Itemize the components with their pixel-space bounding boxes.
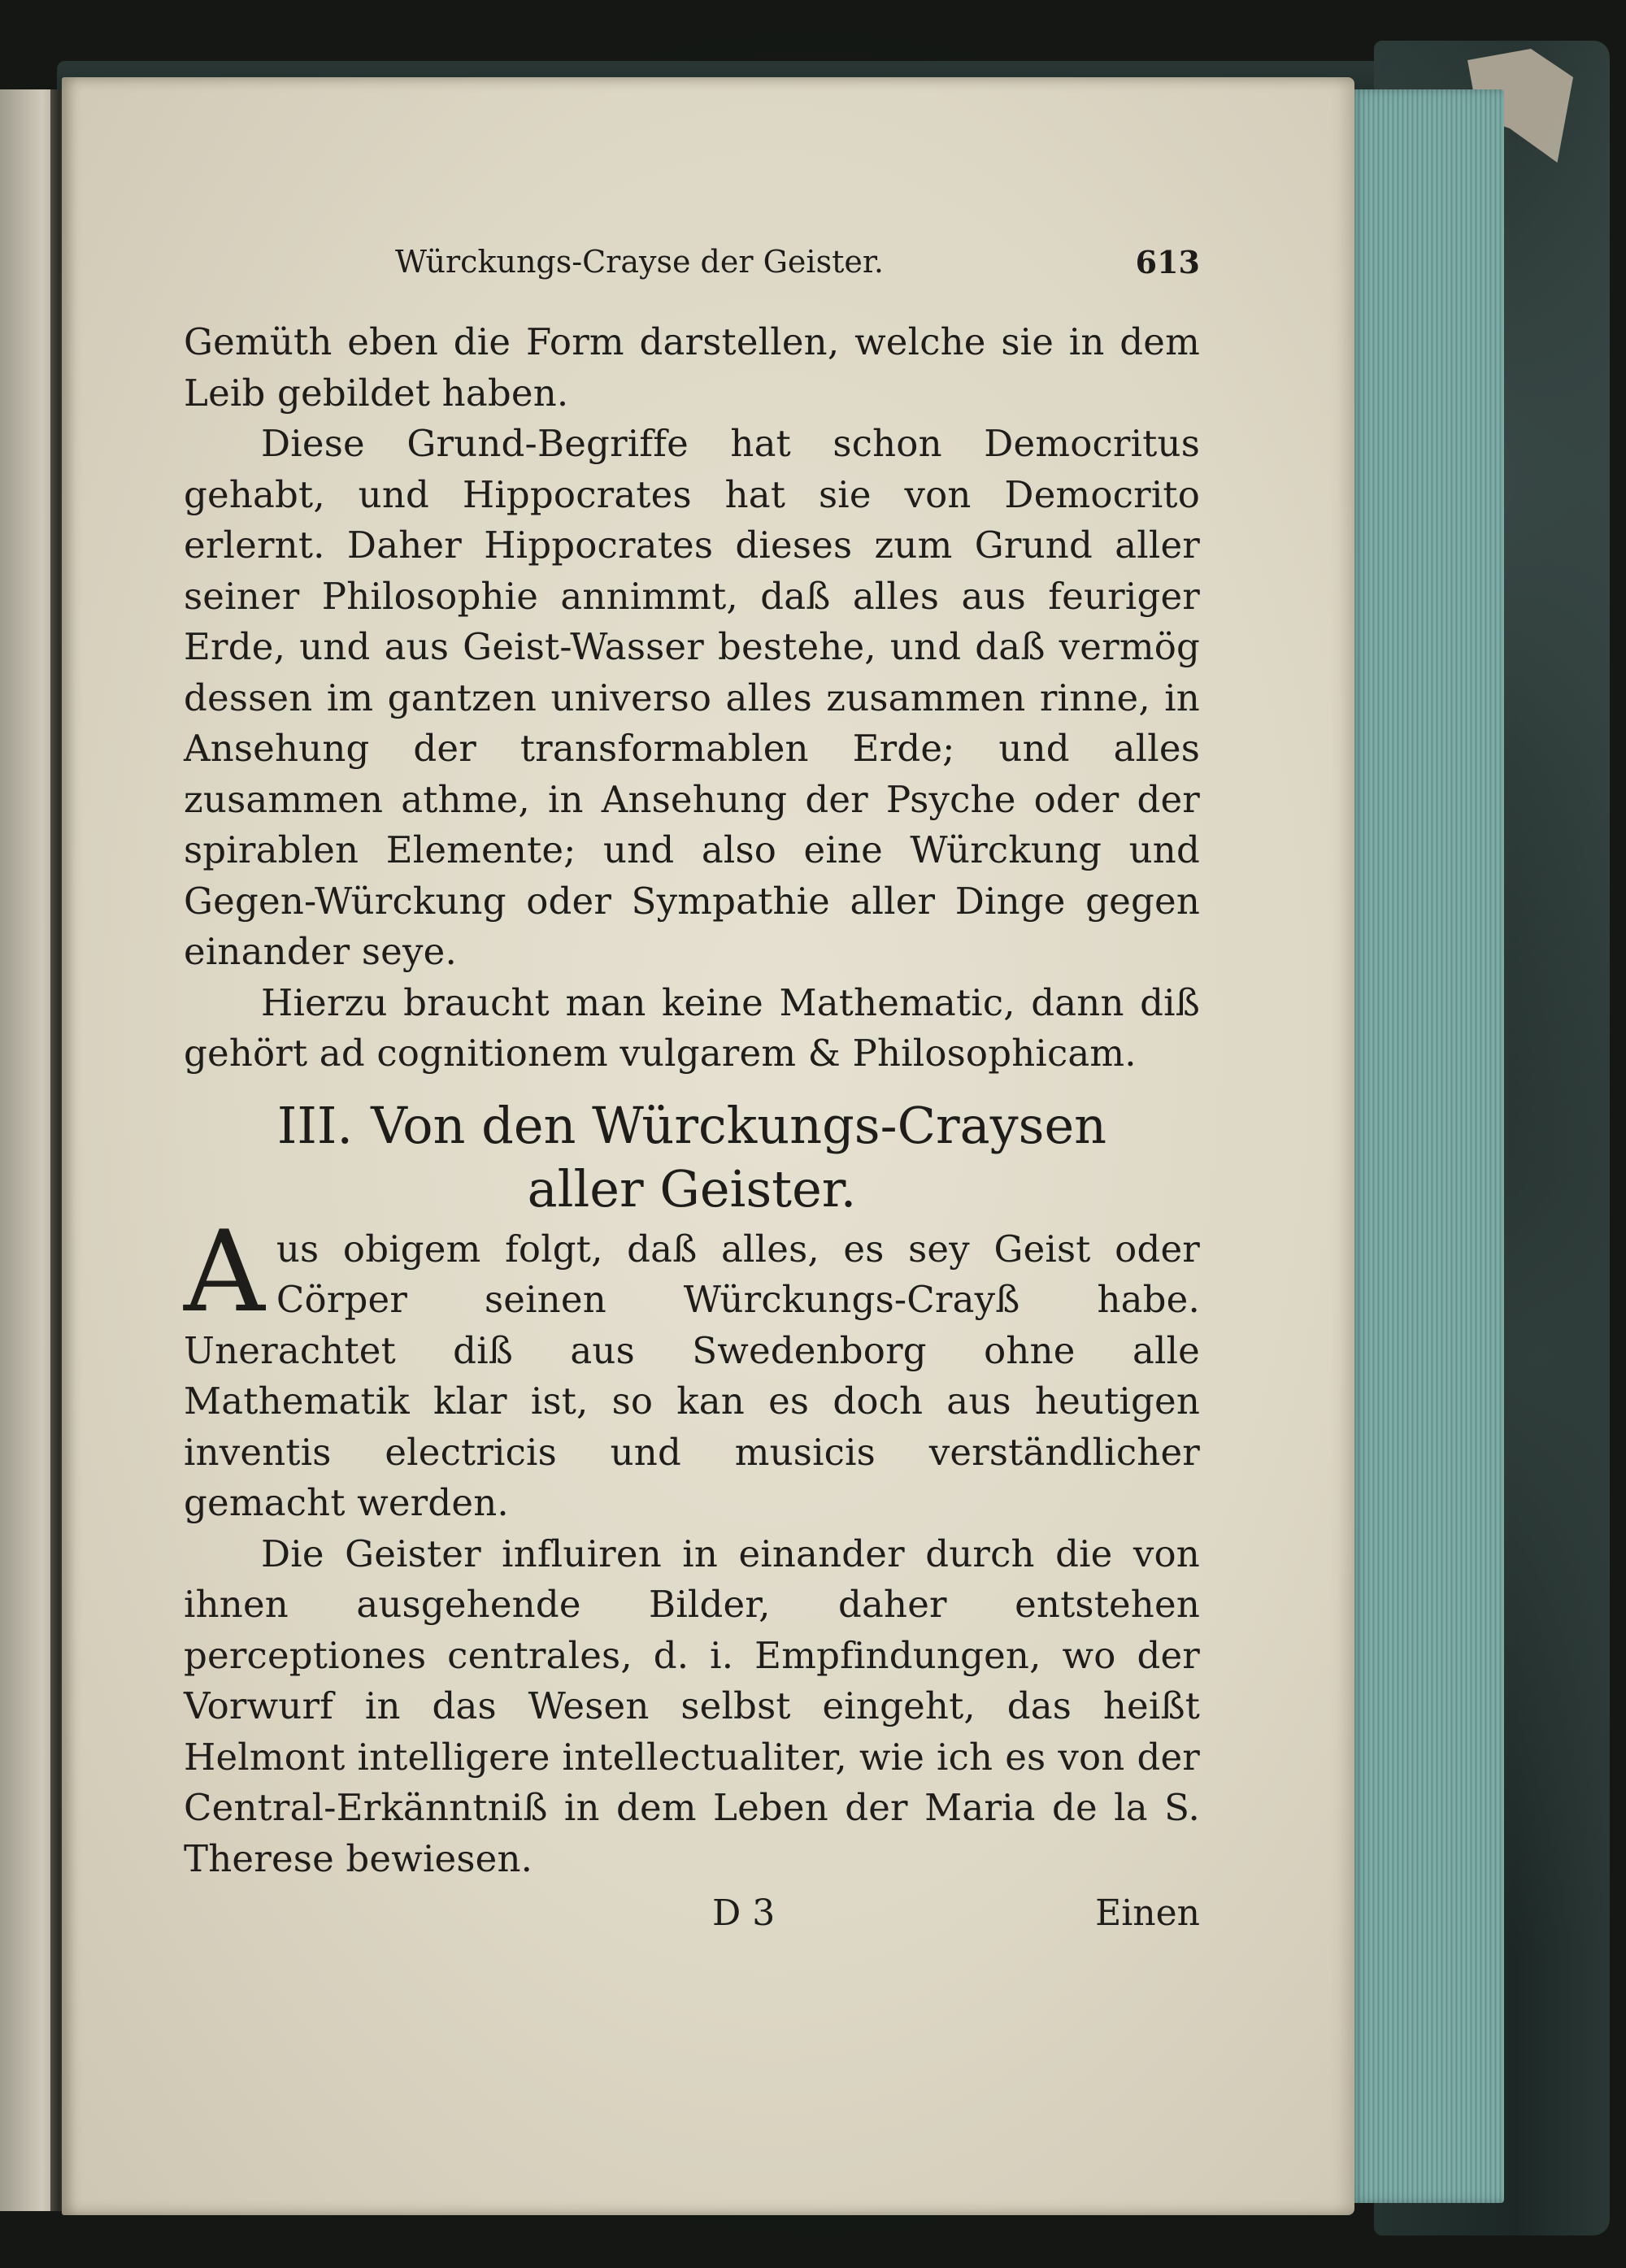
- section-heading-line2: aller Geister.: [527, 1158, 857, 1219]
- drop-cap: A: [184, 1206, 265, 1337]
- text-block: [184, 244, 1200, 1949]
- paragraph-initial: [184, 1206, 1200, 1529]
- section-title-part1: Von den Würckungs-Craysen: [371, 1095, 1107, 1155]
- catchword: Einen: [1095, 1892, 1200, 1934]
- paragraph-mathematic: Hierzu braucht man keine Mathematic, dann diß gehört ad cognitionem vulgarem & Philosophicam.: [184, 980, 1200, 1075]
- section-number: III.: [276, 1095, 354, 1155]
- right-page: [62, 77, 1354, 2215]
- paragraph-continuation: Gemüth eben die Form darstellen, welche sie in dem Leib gebildet haben.: [184, 320, 1200, 415]
- section-heading-line1: [184, 1094, 1200, 1158]
- page-block-edges: [1350, 89, 1504, 2203]
- running-head: [184, 244, 1200, 317]
- paragraph-initial-text: us obigem folgt, daß alles, es sey Geist oder Cörper seinen Würckungs-Crayß habe. Unerachtet diß aus Swedenborg ohne alle Mathematik klar ist, so kan es doch aus heutigen inventis electricis und musicis verständlicher gemacht werden.: [184, 1227, 1200, 1524]
- paragraph-geister: Die Geister influiren in einander durch die von ihnen ausgehende Bilder, daher entstehen perceptiones centrales, d. i. Empfindungen, wo der Vorwurf in das Wesen selbst eingeht, das heißt Helmont intelligere intellectualiter, wie ich es von der Central-Erkänntniß in dem Leben der Maria de la S. Therese bewiesen.: [184, 1532, 1200, 1880]
- page-footer: [184, 1892, 1200, 1949]
- running-title: Würckungs-Crayse der Geister.: [395, 244, 884, 280]
- section-heading: [184, 1094, 1200, 1221]
- signature-mark: D 3: [712, 1892, 776, 1934]
- paragraph-democritus: Diese Grund-Begriffe hat schon Democritus gehabt, und Hippocrates hat sie von Democrito erlernt. Daher Hippocrates dieses zum Grund aller seiner Philosophie annimmt, daß alles aus feuriger Erde, und aus Geist-Wasser bestehe, und daß vermög dessen im gantzen universo alles zusammen rinne, in Ansehung der transformablen Erde; und alles zusammen athme, in Ansehung der Psyche oder der spirablen Elemente; und also eine Würckung und Gegen-Würckung oder Sympathie aller Dinge gegen einander seye.: [184, 422, 1200, 973]
- page-number: 613: [1135, 244, 1200, 280]
